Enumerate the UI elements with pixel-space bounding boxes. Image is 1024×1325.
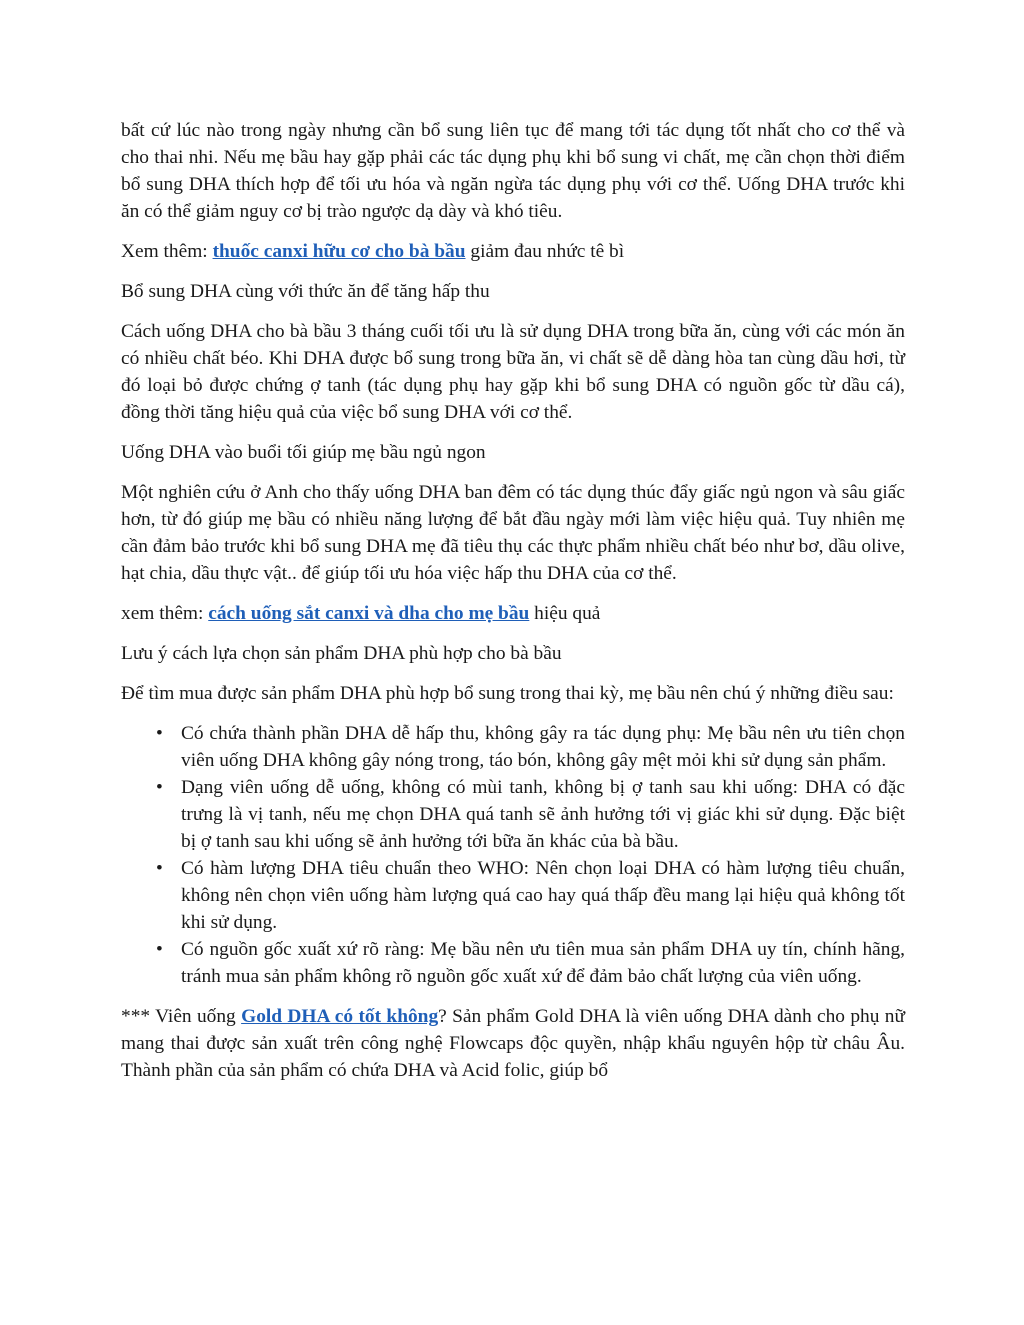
see-also-1 [121,238,905,265]
bullet-icon: • [156,939,163,960]
link-iron-calcium-dha[interactable]: cách uống sắt canxi và dha cho mẹ bầu [208,603,530,624]
list-item-text: Có hàm lượng DHA tiêu chuẩn theo WHO: Nên chọn loại DHA có hàm lượng tiêu chuẩn, không nên chọn viên uống hàm lượng quá cao hay quá thấp đều mang lại hiệu quả không tốt khi sử dụng. [181,858,905,933]
paragraph-intro: bất cứ lúc nào trong ngày nhưng cần bổ sung liên tục để mang tới tác dụng tốt nhất cho cơ thể và cho thai nhi. Nếu mẹ bầu hay gặp phải các tác dụng phụ khi bổ sung vi chất, mẹ cần chọn thời điểm bổ sung DHA thích hợp để tối ưu hóa và ngăn ngừa tác dụng phụ với cơ thể. Uống DHA trước khi ăn có thể giảm nguy cơ bị trào ngược dạ dày và khó tiêu. [121,120,905,222]
list-item-text: Có chứa thành phần DHA dễ hấp thu, không gây ra tác dụng phụ: Mẹ bầu nên ưu tiên chọn viên uống DHA không gây nóng trong, táo bón, không gây mệt mỏi khi sử dụng sản phẩm. [181,723,905,771]
heading-evening: Uống DHA vào buổi tối giúp mẹ bầu ngủ ngon [121,442,486,463]
document-page [121,117,905,1097]
heading-with-food: Bổ sung DHA cùng với thức ăn để tăng hấp thu [121,281,490,302]
see-also-2-prefix: xem thêm: [121,603,209,624]
list-item [156,774,905,855]
list-item-text: Có nguồn gốc xuất xứ rõ ràng: Mẹ bầu nên ưu tiên mua sản phẩm DHA uy tín, chính hãng, tránh mua sản phẩm không rõ nguồn gốc xuất xứ để đảm bảo chất lượng của viên uống. [181,939,905,987]
list-item [156,855,905,936]
link-calcium-for-pregnant[interactable]: thuốc canxi hữu cơ cho bà bầu [212,241,466,262]
gold-dha-prefix: *** Viên uống [121,1006,242,1027]
see-also-1-suffix: giảm đau nhức tê bì [465,241,625,262]
heading-choose-product: Lưu ý cách lựa chọn sản phẩm DHA phù hợp cho bà bầu [121,643,562,664]
paragraph-evening: Một nghiên cứu ở Anh cho thấy uống DHA ban đêm có tác dụng thúc đẩy giấc ngủ ngon và sâu giấc hơn, từ đó giúp mẹ bầu có nhiều năng lượng để bắt đầu ngày mới làm việc hiệu quả. Tuy nhiên mẹ cần đảm bảo trước khi bổ sung DHA mẹ đã tiêu thụ các thực phẩm nhiều chất béo như bơ, dầu olive, hạt chia, dầu thực vật.. để giúp tối ưu hóa việc hấp thu DHA của cơ thể. [121,482,905,584]
bullet-icon: • [156,858,163,879]
list-item [156,720,905,774]
gold-dha-text: ? Sản phẩm Gold DHA là viên uống DHA dành cho phụ nữ mang thai được sản xuất trên công nghệ Flowcaps độc quyền, nhập khẩu nguyên hộp từ châu Âu. Thành phần của sản phẩm có chứa DHA và Acid folic, giúp bổ [121,1006,905,1081]
bullet-icon: • [156,777,163,798]
paragraph-choose-product: Để tìm mua được sản phẩm DHA phù hợp bổ sung trong thai kỳ, mẹ bầu nên chú ý những điều sau: [121,683,894,704]
paragraph-gold-dha [121,1003,905,1084]
list-item [156,936,905,990]
see-also-2 [121,600,905,627]
list-item-text: Dạng viên uống dễ uống, không có mùi tanh, không bị ợ tanh sau khi uống: DHA có đặc trưng là vị tanh, nếu mẹ chọn DHA quá tanh sẽ ảnh hưởng tới vị giác khi sử dụng. Đặc biệt bị ợ tanh sau khi uống sẽ ảnh hưởng tới bữa ăn khác của bà bầu. [181,777,905,852]
see-also-1-prefix: Xem thêm: [121,241,213,262]
bullet-icon: • [156,723,163,744]
link-gold-dha[interactable]: Gold DHA có tốt không [241,1006,439,1027]
criteria-list [121,720,905,990]
see-also-2-suffix: hiệu quả [529,603,601,624]
paragraph-with-food: Cách uống DHA cho bà bầu 3 tháng cuối tối ưu là sử dụng DHA trong bữa ăn, cùng với các món ăn có nhiều chất béo. Khi DHA được bổ sung trong bữa ăn, vi chất sẽ dễ dàng hòa tan cùng dầu hơi, từ đó loại bỏ được chứng ợ tanh (tác dụng phụ hay gặp khi bổ sung DHA có nguồn gốc từ dầu cá), đồng thời tăng hiệu quả của việc bổ sung DHA với cơ thể. [121,321,905,423]
